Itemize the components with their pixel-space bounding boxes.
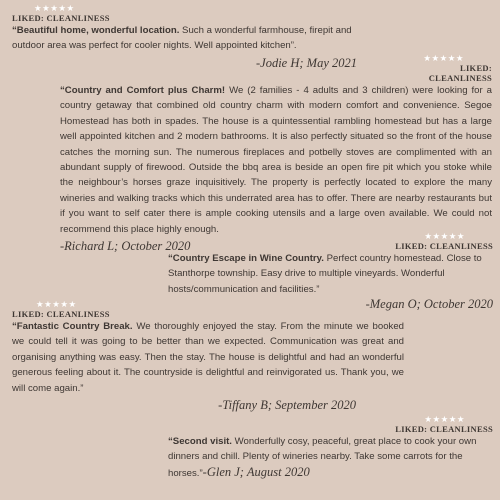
review-headline: “Fantastic Country Break. (12, 321, 133, 332)
review-author: -Megan O; October 2020 (365, 297, 493, 312)
review-text (60, 83, 492, 237)
review-text (12, 23, 357, 54)
review-text (168, 434, 493, 481)
star-rating-icon: ★★★★★ (424, 231, 465, 241)
review-author: -Jodie H; May 2021 (255, 56, 357, 70)
review-headline: “Country and Comfort plus Charm! (60, 85, 226, 96)
review-body: Wonderfully cosy, peaceful, great place to cook your own dinners and chill. Plenty of wineries nearby. Take some carrots for the horses.” (168, 436, 477, 479)
review-headline: “Beautiful home, wonderful location. (12, 25, 180, 36)
review-header (402, 54, 492, 83)
review-body: Such a wonderful farmhouse, firepit and outdoor area was perfect for cooler nights. Well appointed kitchen”. (12, 25, 352, 52)
liked-tag: LIKED: CLEANLINESS (12, 13, 110, 23)
review-headline: “Second visit. (168, 436, 232, 447)
review-card (12, 54, 492, 254)
liked-tag: LIKED: CLEANLINESS (428, 63, 492, 83)
review-card (12, 300, 404, 413)
review-author: -Richard L; October 2020 (60, 239, 191, 254)
review-card (168, 415, 493, 481)
review-header (168, 415, 493, 434)
review-text (168, 251, 493, 297)
star-rating-icon: ★★★★★ (36, 299, 77, 309)
review-body: We thoroughly enjoyed the stay. From the minute we booked we could tell it was going to be better than we expected. Communication was great and organising anything was easy. Then the stay. The house is delightful and had an wonderful generous feeling about it. The countryside is delightful and reinvigorated us. Thank you, we will come again.” (12, 321, 404, 394)
review-body: We (2 families - 4 adults and 3 children) were looking for a country getaway that combined old country charm with modern comfort and convenience. Segoe Homestead has both in spades. The house is a quintessential rambling homestead but has a large well appointed kitchen and 2 modern bathrooms. It is also perfectly situated so the front of the house catches the morning sun. The numerous fireplaces and potbelly stoves are complimented with an abundant supply of firewood. Outside the bbq area is beside an open fire pit which you stoke while the neighbour’s horses graze inquisitively. The property is perfectly located to explore the many wineries and walking tracks which this underrated area has to offer. There are nearby restaurants but if you want to self cater there is ample cooking utensils and a large oven available. We could not recommend this place highly enough. (60, 85, 493, 235)
review-headline: “Country Escape in Wine Country. (168, 253, 324, 264)
review-body: Perfect country homestead. Close to Stanthorpe township. Easy drive to multiple vineyards. Wonderful hosts/communication and facilities.” (168, 253, 482, 295)
liked-tag: LIKED: CLEANLINESS (12, 309, 110, 319)
liked-tag: LIKED: CLEANLINESS (395, 241, 493, 251)
review-author: -Tiffany B; September 2020 (218, 398, 356, 413)
star-rating-icon: ★★★★★ (424, 414, 465, 424)
star-rating-icon: ★★★★★ (423, 53, 464, 63)
review-author: -Glen J; August 2020 (202, 464, 310, 479)
review-card (12, 3, 357, 70)
review-header (168, 232, 493, 251)
review-text (12, 319, 404, 396)
star-rating-icon: ★★★★★ (34, 3, 75, 13)
liked-tag: LIKED: CLEANLINESS (395, 424, 493, 434)
